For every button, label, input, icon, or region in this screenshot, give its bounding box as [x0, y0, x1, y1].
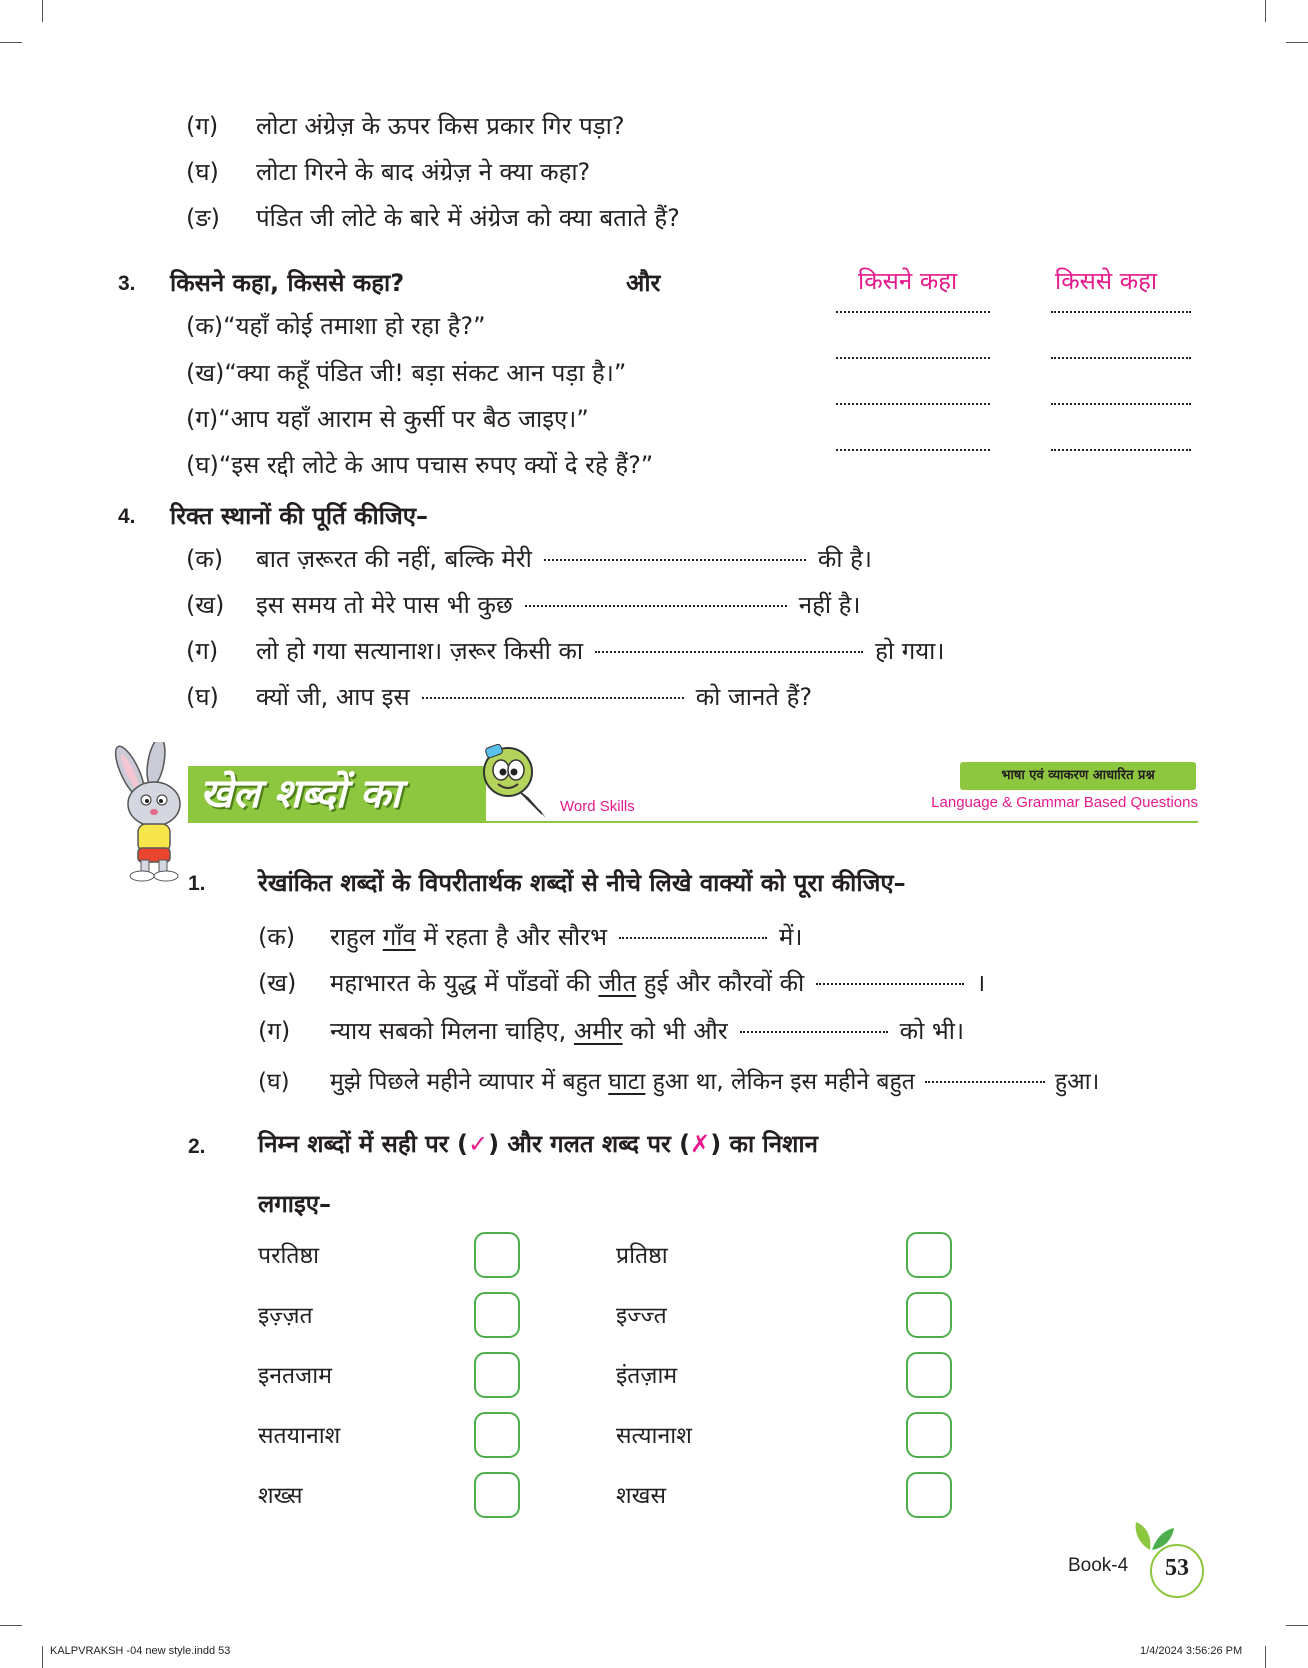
fill-blank[interactable] — [816, 967, 964, 985]
q4-title: रिक्त स्थानों की पूर्ति कीजिए– — [170, 502, 429, 530]
crop-mark — [1265, 0, 1266, 22]
crop-mark — [0, 1625, 22, 1626]
checkbox[interactable] — [906, 1232, 952, 1278]
answer-blank[interactable] — [836, 403, 990, 405]
answer-blank[interactable] — [1051, 449, 1191, 451]
checkbox[interactable] — [906, 1292, 952, 1338]
checkbox[interactable] — [474, 1292, 520, 1338]
crop-mark — [0, 42, 22, 43]
page-number: 53 — [1165, 1555, 1189, 1581]
ws2-number: 2. — [188, 1135, 206, 1158]
crop-mark — [42, 1646, 43, 1668]
q2-item: (ग) लोटा अंग्रेज़ के ऊपर किस प्रकार गिर पड़ा? — [186, 112, 625, 140]
answer-blank[interactable] — [836, 311, 990, 313]
q3-title: किसने कहा, किससे कहा? — [170, 269, 405, 297]
fill-blank[interactable] — [525, 589, 787, 607]
footer-file: KALPVRAKSH -04 new style.indd 53 — [50, 1645, 231, 1657]
ws2-title-line2: लगाइए– — [258, 1190, 332, 1218]
q3-item: (ग)“आप यहाँ आराम से कुर्सी पर बैठ जाइए।” — [186, 405, 589, 433]
word-option: सतयानाश — [258, 1423, 341, 1449]
ws2-title: निम्न शब्दों में सही पर (✓) और गलत शब्द पर (✗) का निशान — [258, 1130, 818, 1158]
pencil-mascot-icon — [480, 742, 550, 820]
cross-mark-icon: ✗ — [690, 1130, 711, 1158]
q4-number: 4. — [118, 505, 136, 528]
q3-col-to-whom: किससे कहा — [1055, 267, 1158, 295]
checkbox[interactable] — [906, 1352, 952, 1398]
category-badge — [960, 762, 1196, 790]
q2-item: (घ) लोटा गिरने के बाद अंग्रेज़ ने क्या कहा? — [186, 158, 591, 186]
q4-item: (क) बात ज़रूरत की नहीं, बल्कि मेरी की है। — [186, 545, 872, 573]
ws1-item: (ग) न्याय सबको मिलना चाहिए, अमीर को भी और को भी। — [258, 1017, 965, 1045]
ws1-item: (ख) महाभारत के युद्ध में पाँडवों की जीत हुई और कौरवों की । — [258, 969, 986, 997]
footer-timestamp: 1/4/2024 3:56:26 PM — [1140, 1645, 1243, 1657]
q3-number: 3. — [118, 272, 136, 295]
check-mark-icon: ✓ — [467, 1130, 489, 1158]
crop-mark — [1286, 1625, 1308, 1626]
word-option: प्रतिष्ठा — [616, 1243, 668, 1269]
word-option: सत्यानाश — [616, 1423, 692, 1449]
checkbox[interactable] — [474, 1412, 520, 1458]
checkbox[interactable] — [906, 1472, 952, 1518]
fill-blank[interactable] — [422, 681, 684, 699]
crop-mark — [42, 0, 43, 22]
crop-mark — [1286, 42, 1308, 43]
book-label: Book-4 — [1068, 1555, 1129, 1576]
q2-item: (ङ) पंडित जी लोटे के बारे में अंग्रेज को क्या बताते हैं? — [186, 204, 680, 232]
word-option: इज़्ज़त — [258, 1303, 313, 1329]
fill-blank[interactable] — [740, 1015, 888, 1033]
answer-blank[interactable] — [1051, 311, 1191, 313]
fill-blank[interactable] — [595, 635, 863, 653]
checkbox[interactable] — [906, 1412, 952, 1458]
answer-blank[interactable] — [1051, 403, 1191, 405]
word-option: शख्स — [258, 1483, 303, 1509]
q4-item: (घ) क्यों जी, आप इस को जानते हैं? — [186, 683, 813, 711]
category-badge-english: Language & Grammar Based Questions — [931, 794, 1198, 811]
banner-title: खेल शब्दों का — [200, 771, 401, 817]
q4-item: (ग) लो हो गया सत्यानाश। ज़रूर किसी का हो गया। — [186, 637, 945, 665]
q4-item: (ख) इस समय तो मेरे पास भी कुछ नहीं है। — [186, 591, 861, 619]
answer-blank[interactable] — [836, 357, 990, 359]
q3-col-who-said: किसने कहा — [858, 267, 958, 295]
q3-item: (ख)“क्या कहूँ पंडित जी! बड़ा संकट आन पड़ा है।” — [186, 359, 627, 387]
checkbox[interactable] — [474, 1352, 520, 1398]
answer-blank[interactable] — [1051, 357, 1191, 359]
fill-blank[interactable] — [619, 921, 767, 939]
answer-blank[interactable] — [836, 449, 990, 451]
crop-mark — [1265, 1646, 1266, 1668]
category-badge-text: भाषा एवं व्याकरण आधारित प्रश्न — [1001, 768, 1155, 783]
q3-and: और — [626, 269, 661, 297]
q3-item: (घ)“इस रद्दी लोटे के आप पचास रुपए क्यों दे रहे हैं?” — [186, 451, 654, 479]
word-option: शखस — [616, 1483, 667, 1509]
word-option: इज्ज्त — [616, 1303, 667, 1329]
word-option: इनतजाम — [258, 1363, 332, 1389]
ws1-title: रेखांकित शब्दों के विपरीतार्थक शब्दों से नीचे लिखे वाक्यों को पूरा कीजिए– — [258, 869, 906, 897]
checkbox[interactable] — [474, 1472, 520, 1518]
banner-subtitle: Word Skills — [560, 798, 635, 815]
fill-blank[interactable] — [544, 543, 806, 561]
checkbox[interactable] — [474, 1232, 520, 1278]
rabbit-mascot-icon — [108, 742, 204, 882]
fill-blank[interactable] — [925, 1065, 1045, 1083]
ws1-item: (घ) मुझे पिछले महीने व्यापार में बहुत घाटा हुआ था, लेकिन इस महीने बहुत हुआ। — [258, 1065, 1099, 1097]
word-option: परतिष्ठा — [258, 1243, 320, 1269]
q3-item: (क)“यहाँ कोई तमाशा हो रहा है?” — [186, 312, 486, 340]
ws1-item: (क) राहुल गाँव में रहता है और सौरभ में। — [258, 923, 803, 951]
ws1-number: 1. — [188, 872, 206, 895]
word-option: इंतज़ाम — [616, 1363, 678, 1389]
